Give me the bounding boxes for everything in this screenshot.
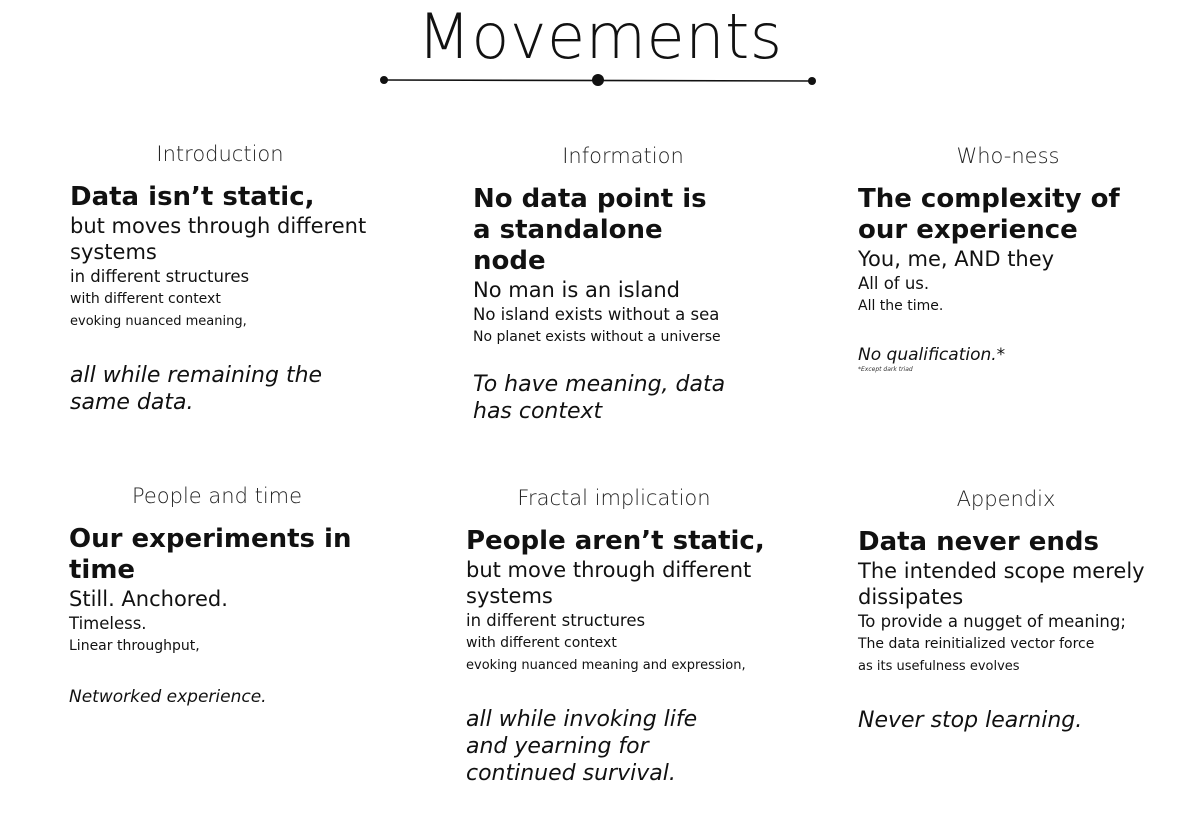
section-closing: all while invoking life and yearning for continued survival.	[466, 707, 698, 786]
section-line: but moves through different systems	[70, 214, 367, 264]
section-line: Still. Anchored.	[69, 587, 228, 611]
section-lead: People aren’t static,	[466, 526, 765, 556]
section-information	[473, 142, 803, 425]
section-line: as its usefulness evolves	[858, 659, 1020, 674]
section-who-ness	[858, 142, 1188, 374]
section-line: with different context	[466, 635, 617, 651]
section-closing: all while remaining the same data.	[70, 363, 323, 415]
section-closing: No qualification.*	[858, 345, 1006, 365]
section-appendix	[858, 485, 1188, 734]
section-fractal-implication	[466, 484, 796, 787]
divider-dot-right	[808, 77, 816, 85]
section-lead: Data isn’t static,	[70, 182, 315, 212]
section-line: No planet exists without a universe	[473, 329, 721, 345]
section-line: To provide a nugget of meaning;	[858, 612, 1126, 631]
section-lead: Our experiments in time	[69, 524, 352, 585]
section-line: All the time.	[858, 298, 944, 314]
section-heading: Information	[562, 144, 684, 168]
title-divider	[380, 70, 820, 90]
section-line: The intended scope merely dissipates	[858, 559, 1145, 609]
section-line: evoking nuanced meaning,	[70, 314, 247, 329]
section-line: in different structures	[70, 267, 250, 286]
section-heading: Fractal implication	[517, 486, 711, 510]
section-line: but move through different systems	[466, 558, 752, 608]
section-closing: Networked experience.	[69, 687, 267, 707]
section-line: No man is an island	[473, 278, 680, 302]
section-line: All of us.	[858, 274, 930, 293]
section-line: You, me, AND they	[858, 247, 1055, 271]
divider-dot-center	[592, 74, 604, 86]
section-line: The data reinitialized vector force	[858, 636, 1095, 652]
section-lead: The complexity of our experience	[858, 184, 1120, 245]
section-line: with different context	[70, 291, 221, 307]
divider-dot-left	[380, 76, 388, 84]
section-heading: Appendix	[956, 487, 1056, 511]
section-footnote: *Except dark triad	[858, 366, 913, 373]
page-title: Movements	[417, 0, 783, 73]
section-introduction	[70, 140, 400, 416]
section-heading: People and time	[131, 484, 303, 508]
section-heading: Introduction	[156, 142, 284, 166]
section-closing: Never stop learning.	[858, 708, 1083, 733]
section-closing: To have meaning, data has context	[473, 372, 726, 424]
section-line: No island exists without a sea	[473, 305, 720, 324]
section-people-and-time	[69, 482, 399, 708]
section-line: evoking nuanced meaning and expression,	[466, 658, 746, 673]
section-lead: Data never ends	[858, 527, 1099, 557]
section-line: in different structures	[466, 611, 646, 630]
section-line: Linear throughput,	[69, 638, 200, 654]
section-heading: Who-ness	[956, 144, 1060, 168]
section-lead: No data point is a standalone node	[473, 184, 707, 276]
section-line: Timeless.	[69, 614, 147, 633]
